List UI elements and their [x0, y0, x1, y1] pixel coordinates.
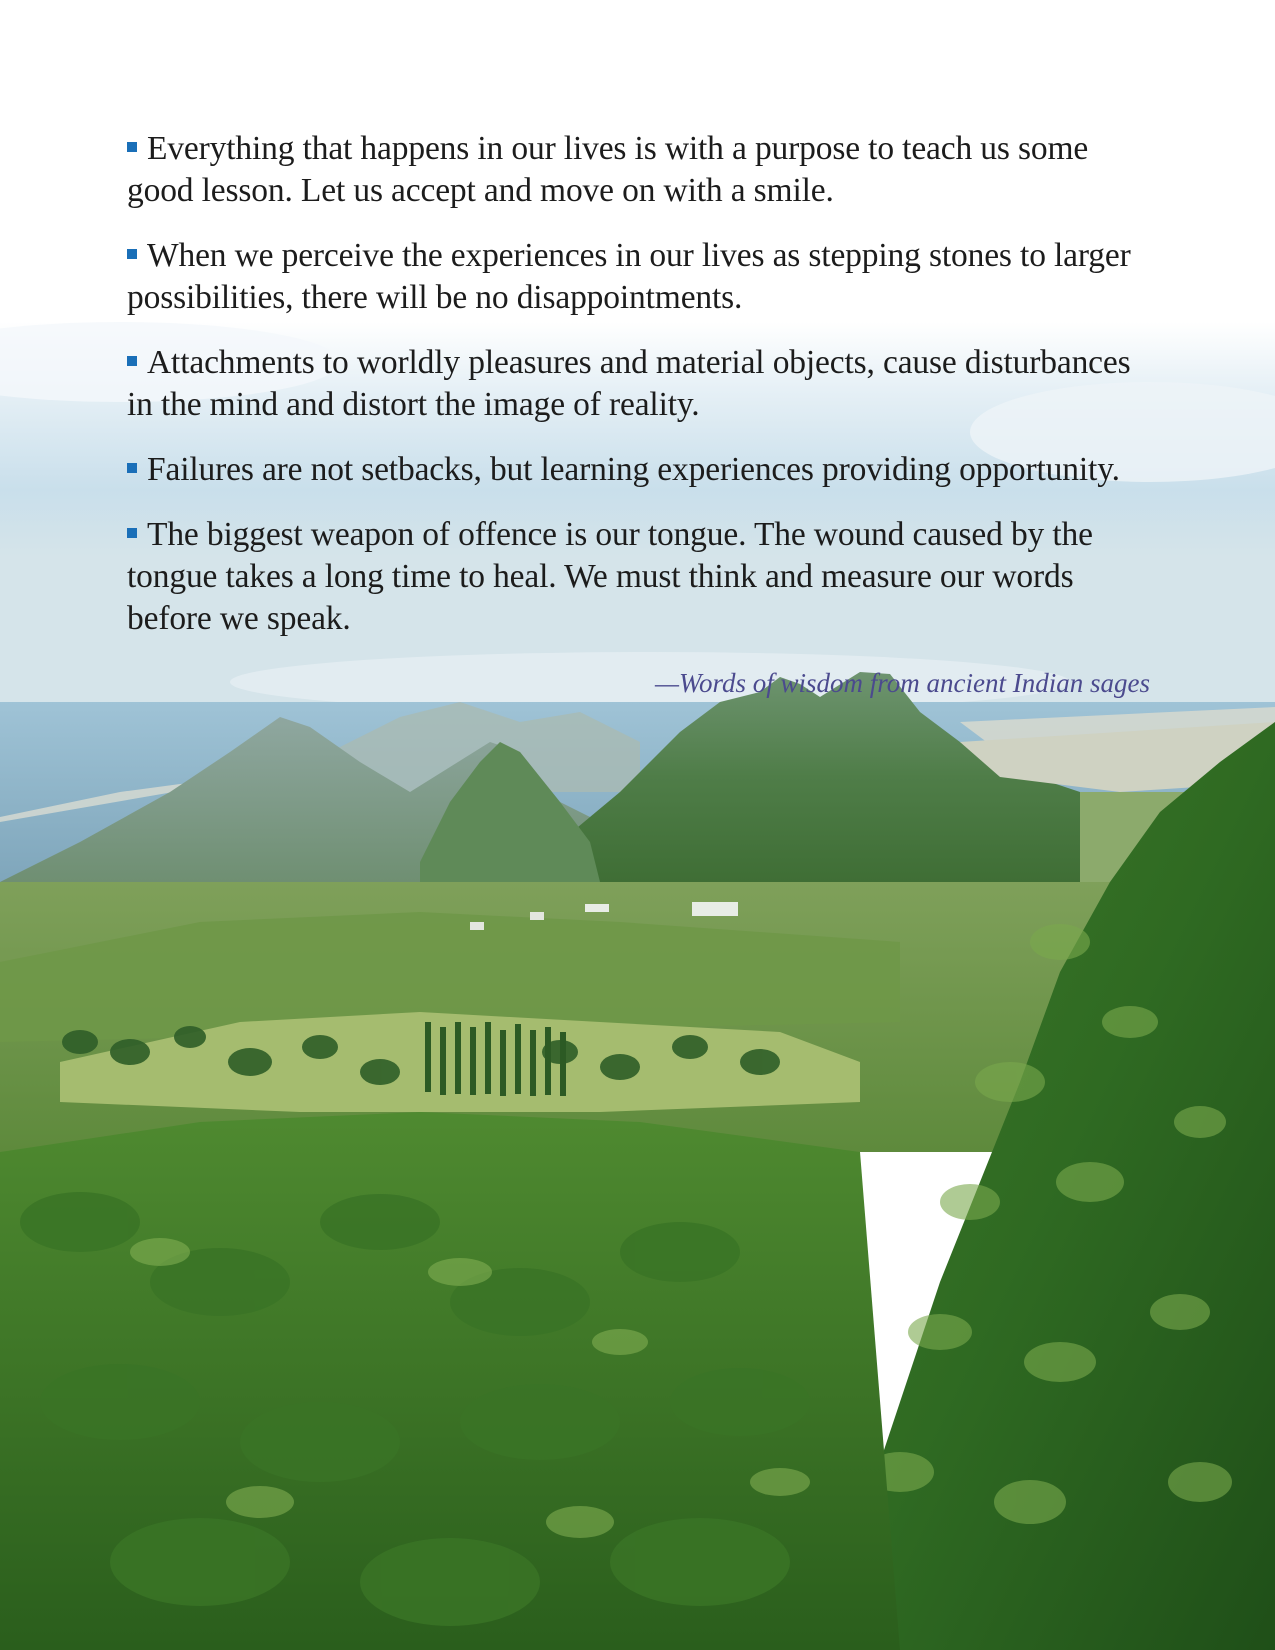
- quote-text: Failures are not setbacks, but learning experiences providing opportunity.: [147, 451, 1120, 488]
- quote-item: [127, 235, 1162, 319]
- quote-item: [127, 342, 1162, 426]
- quote-item: [127, 514, 1162, 640]
- bullet-square-icon: [127, 249, 137, 259]
- bullet-square-icon: [127, 463, 137, 473]
- quote-text: Everything that happens in our lives is with a purpose to teach us some good lesson. Let us accept and move on with a smile.: [127, 130, 1089, 209]
- quote-text: The biggest weapon of offence is our tongue. The wound caused by the tongue takes a long time to heal. We must think and measure our words before we speak.: [127, 516, 1093, 637]
- bullet-square-icon: [127, 528, 137, 538]
- quote-item: [127, 449, 1162, 491]
- quote-item: [127, 128, 1162, 212]
- quote-attribution: —Words of wisdom from ancient Indian sages: [654, 668, 1150, 698]
- bullet-square-icon: [127, 356, 137, 366]
- quote-text: Attachments to worldly pleasures and material objects, cause disturbances in the mind and distort the image of reality.: [127, 344, 1131, 423]
- quote-text: When we perceive the experiences in our lives as stepping stones to larger possibilities, there will be no disappointments.: [127, 237, 1131, 316]
- bullet-square-icon: [127, 142, 137, 152]
- quotes-list: [127, 128, 1162, 663]
